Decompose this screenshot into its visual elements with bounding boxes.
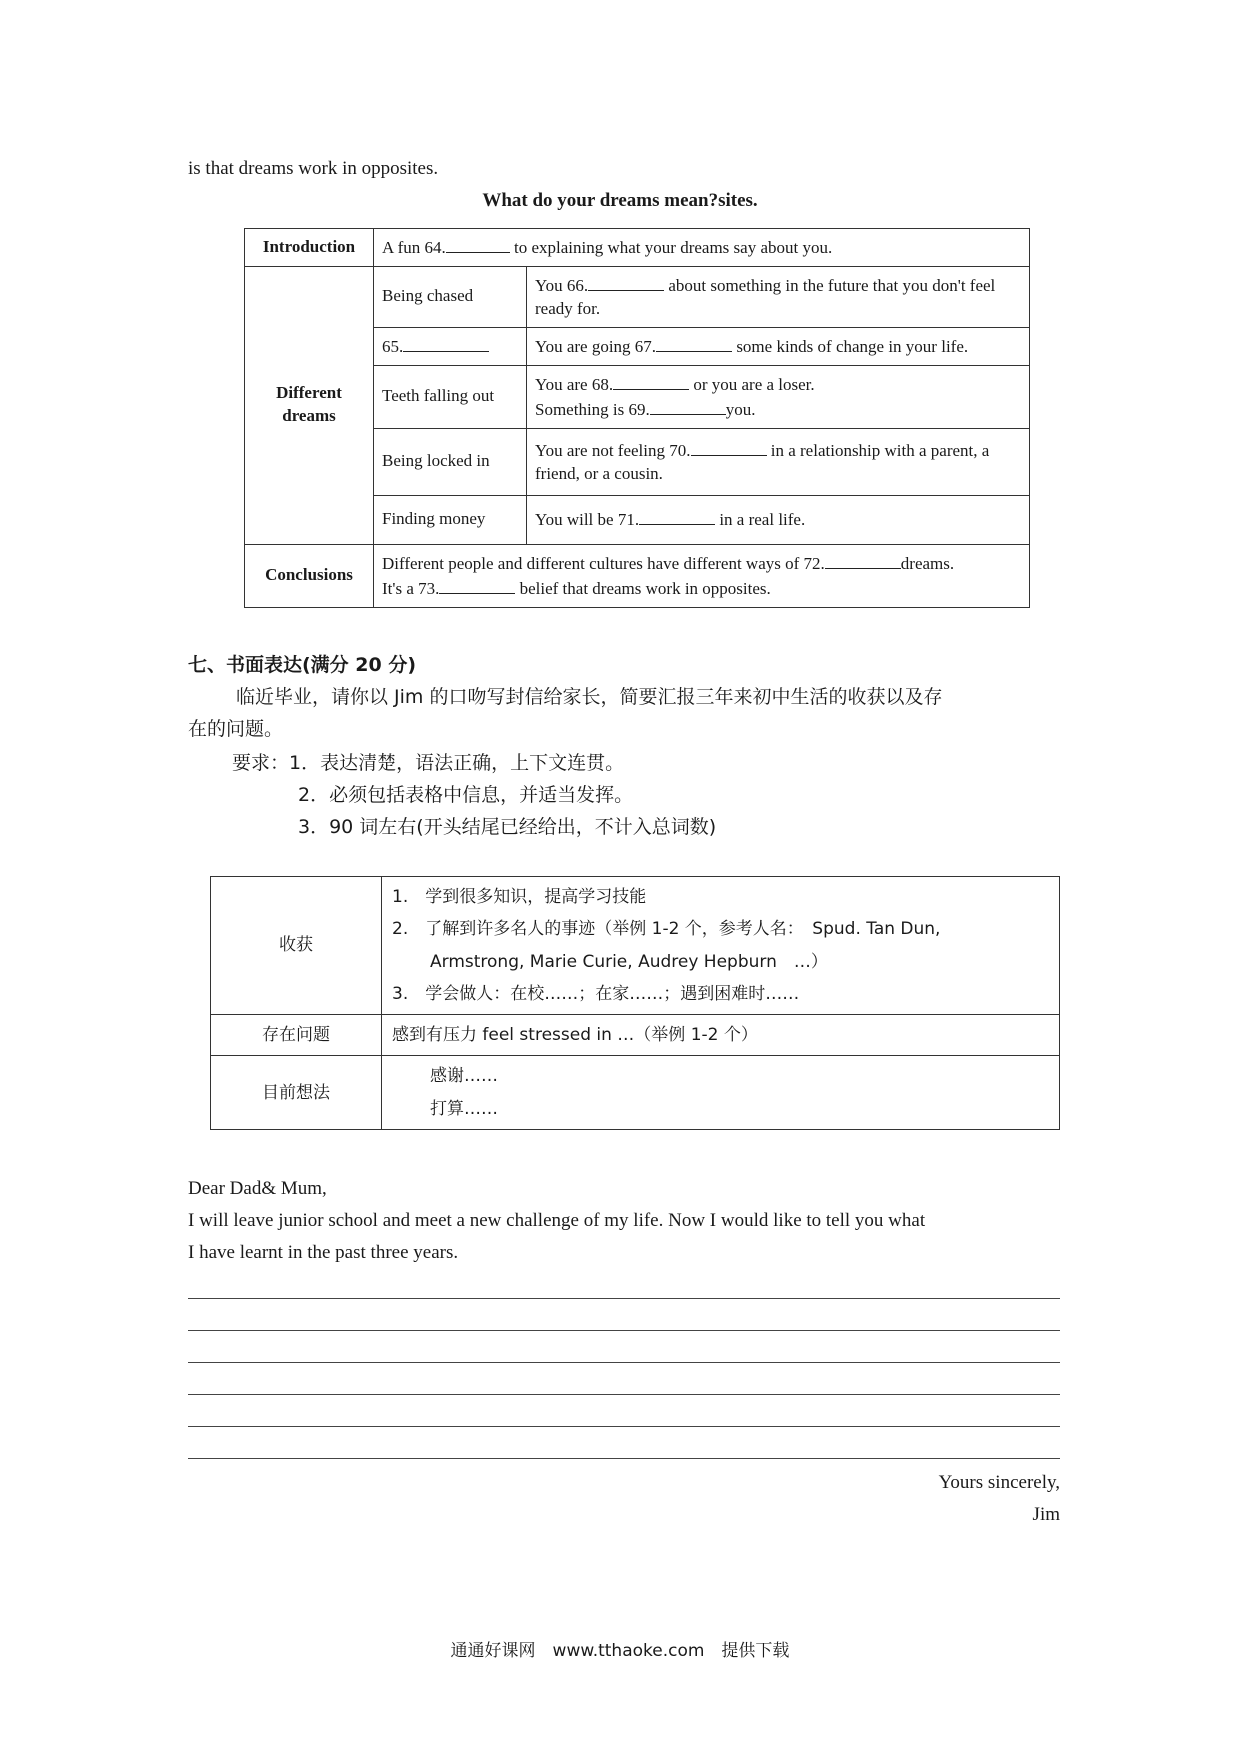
- conclusions-text: Different people and different cultures have different ways of 72.: [382, 553, 825, 573]
- meaning-text: in a relationship with a parent, a friend, or a cousin.: [535, 440, 990, 483]
- thought-cell: [382, 1056, 1060, 1130]
- blank-73[interactable]: [439, 576, 515, 594]
- table-title: What do your dreams mean?sites.: [482, 190, 758, 211]
- table-row: [211, 1015, 1060, 1056]
- table-row: [245, 266, 1030, 327]
- thought-item-1: 感谢……: [430, 1066, 498, 1087]
- page-footer: 通通好课网 www.tthaoke.com 提供下载: [450, 1641, 790, 1661]
- dream-finding-money: Finding money: [374, 495, 527, 544]
- info-table: [210, 876, 1060, 1130]
- dream-cell-65: [374, 327, 527, 365]
- problem-text: 感到有压力 feel stressed in …（举例 1-2 个）: [382, 1015, 1060, 1056]
- writing-line-2[interactable]: [188, 1330, 1060, 1331]
- writing-line-5[interactable]: [188, 1426, 1060, 1427]
- meaning-text: in a real life.: [719, 510, 806, 530]
- requirement-2: 2．必须包括表格中信息，并适当发挥。: [298, 784, 634, 806]
- blank-67[interactable]: [656, 334, 732, 352]
- blank-69[interactable]: [650, 397, 726, 415]
- intro-tail-text: is that dreams work in opposites.: [188, 158, 439, 179]
- meaning-text: about something in the future that you don't feel ready for.: [535, 276, 996, 318]
- gain-item-2a: 2. 了解到许多名人的事迹（举例 1-2 个，参考人名： Spud. Tan Dun,: [392, 919, 941, 940]
- meaning-cell: [527, 327, 1030, 365]
- conclusions-text: It's a 73.: [382, 578, 440, 598]
- meaning-text: or you are a loser.: [693, 374, 815, 394]
- writing-line-1[interactable]: [188, 1298, 1060, 1299]
- gain-item-2b: Armstrong, Marie Curie, Audrey Hepburn …）: [430, 951, 828, 972]
- meaning-cell: [527, 428, 1030, 495]
- writing-line-6[interactable]: [188, 1458, 1060, 1459]
- table-row: [245, 544, 1030, 607]
- blank-68[interactable]: [613, 372, 689, 390]
- introduction-label: Introduction: [245, 229, 374, 267]
- introduction-text-a: A fun 64.: [382, 238, 446, 257]
- meaning-cell: [527, 495, 1030, 544]
- conclusions-label: Conclusions: [245, 544, 374, 607]
- requirement-3: 3．90 词左右(开头结尾已经给出，不计入总词数): [298, 816, 717, 838]
- introduction-text-b: to explaining what your dreams say about you.: [514, 238, 833, 257]
- dream-number-65: 65.: [382, 336, 404, 356]
- dream-teeth-falling-out: Teeth falling out: [374, 365, 527, 428]
- letter-closing: Yours sincerely,: [938, 1472, 1060, 1493]
- gain-label: 收获: [211, 877, 382, 1015]
- section7-heading: 七、书面表达(满分 20 分): [188, 654, 417, 676]
- meaning-text: You are 68.: [535, 374, 614, 394]
- requirement-1: 要求：1．表达清楚，语法正确，上下文连贯。: [232, 752, 625, 774]
- dreams-table: [244, 228, 1030, 608]
- dream-being-locked-in: Being locked in: [374, 428, 527, 495]
- meaning-text: You will be 71.: [535, 510, 640, 530]
- thought-label: 目前想法: [211, 1056, 382, 1130]
- conclusions-text: dreams.: [900, 553, 955, 573]
- section7-prompt-line2: 在的问题。: [188, 718, 284, 740]
- blank-65[interactable]: [403, 334, 489, 352]
- table-row: [245, 229, 1030, 267]
- meaning-text: You are going 67.: [535, 336, 657, 356]
- table-row: [211, 877, 1060, 1015]
- meaning-text: some kinds of change in your life.: [736, 336, 969, 356]
- writing-line-4[interactable]: [188, 1394, 1060, 1395]
- blank-66[interactable]: [588, 273, 664, 291]
- gain-item-3: 3. 学会做人：在校……；在家……；遇到困难时……: [392, 983, 800, 1004]
- meaning-text: You 66.: [535, 276, 589, 295]
- meaning-text: you.: [725, 399, 756, 419]
- blank-71[interactable]: [639, 507, 715, 525]
- meaning-text: Something is 69.: [535, 399, 650, 419]
- conclusions-cell: [374, 544, 1030, 607]
- letter-body-line2: I have learnt in the past three years.: [188, 1242, 459, 1263]
- blank-70[interactable]: [691, 438, 767, 456]
- thought-item-2: 打算……: [430, 1098, 498, 1119]
- table-row: [211, 1056, 1060, 1130]
- blank-72[interactable]: [825, 551, 901, 569]
- meaning-text: You are not feeling 70.: [535, 440, 691, 460]
- meaning-cell: [527, 365, 1030, 428]
- meaning-cell: [527, 266, 1030, 327]
- section7-prompt-line1: 临近毕业，请你以 Jim 的口吻写封信给家长，简要汇报三年来初中生活的收获以及存: [236, 686, 943, 708]
- different-dreams-label: Different dreams: [245, 266, 374, 544]
- letter-signature: Jim: [1032, 1504, 1060, 1525]
- introduction-cell: [374, 229, 1030, 267]
- conclusions-text: belief that dreams work in opposites.: [519, 578, 771, 598]
- writing-line-3[interactable]: [188, 1362, 1060, 1363]
- blank-64[interactable]: [446, 235, 510, 253]
- problem-label: 存在问题: [211, 1015, 382, 1056]
- gain-item-1: 1. 学到很多知识，提高学习技能: [392, 887, 647, 907]
- letter-greeting: Dear Dad& Mum,: [188, 1178, 327, 1199]
- gain-cell: [382, 877, 1060, 1015]
- letter-body-line1: I will leave junior school and meet a new challenge of my life. Now I would like to tell you what: [188, 1210, 926, 1231]
- dream-being-chased: Being chased: [374, 266, 527, 327]
